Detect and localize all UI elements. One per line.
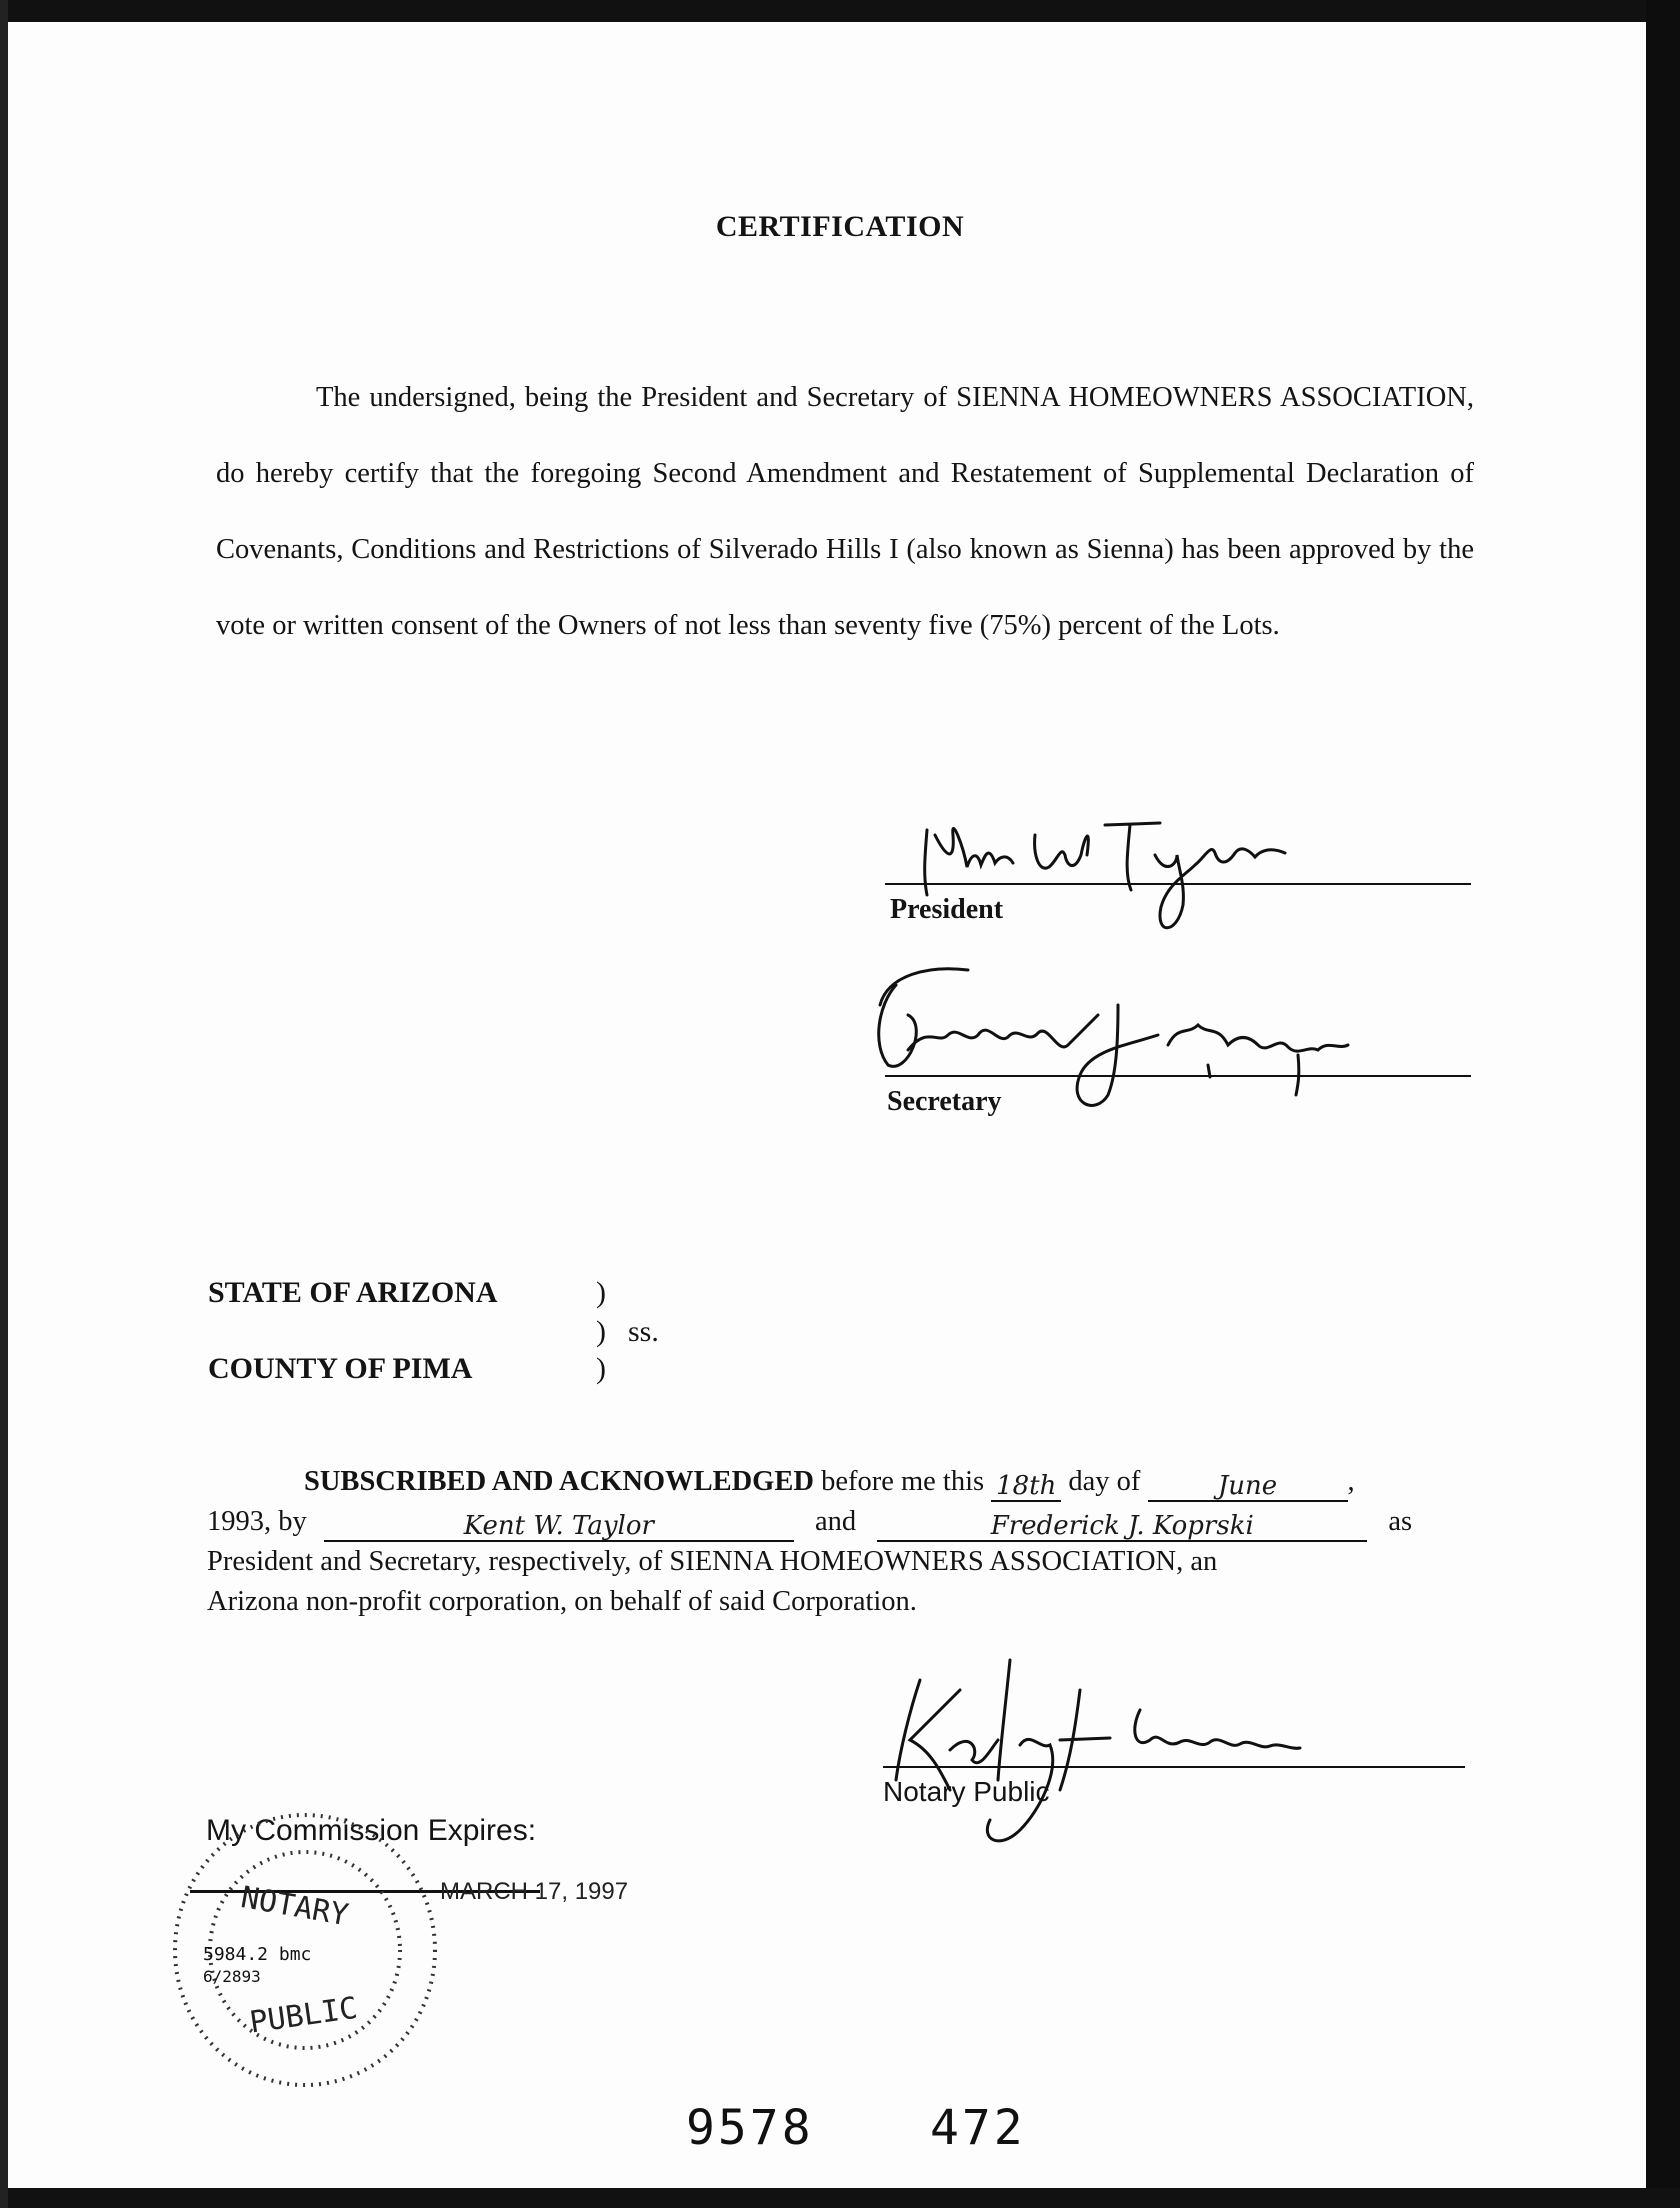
notary-signature	[880, 1650, 1360, 1850]
president-signature-line	[885, 883, 1471, 885]
scan-border-top	[0, 0, 1680, 22]
venue-paren-1: )	[596, 1276, 606, 1309]
notary-signature-line	[883, 1766, 1465, 1768]
seal-top-text: NOTARY	[238, 1880, 352, 1934]
ack-before-me: before me this	[821, 1466, 985, 1497]
venue-state: STATE OF ARIZONA	[208, 1276, 498, 1309]
president-label: President	[890, 894, 1004, 925]
name-2-field: Frederick J. Koprski	[877, 1506, 1367, 1542]
notary-seal	[155, 1800, 455, 2130]
ack-lead: SUBSCRIBED AND ACKNOWLEDGED	[304, 1466, 814, 1497]
acknowledgment-block	[207, 1462, 1469, 1622]
document-title: CERTIFICATION	[715, 210, 965, 243]
seal-note-1: 5984.2 bmc	[203, 1944, 312, 1965]
ack-row-1	[207, 1462, 1469, 1502]
ack-row-4: Arizona non-profit corporation, on behalf of said Corporation.	[207, 1586, 917, 1617]
notary-label: Notary Public	[883, 1776, 1050, 1807]
venue-paren-3: )	[596, 1352, 606, 1385]
venue-ss: ss.	[628, 1315, 659, 1348]
ack-row-2	[207, 1502, 1469, 1542]
commission-date: MARCH 17, 1997	[440, 1878, 629, 1905]
commission-label: My Commission Expires:	[206, 1814, 537, 1847]
scan-border-right	[1646, 0, 1680, 2208]
day-field: 18th	[991, 1466, 1061, 1502]
footer-book-number: 9578	[686, 2100, 814, 2156]
scan-border-left	[0, 0, 8, 2208]
certification-paragraph: The undersigned, being the President and Secretary of SIENNA HOMEOWNERS ASSOCIATION, do hereby certify that the foregoing Second Amendment and Restatement of Supplemental Declaration of Covenants, Conditions and Restrictions of Silverado Hills I (also known as Sienna) has been approved by the vote or written consent of the Owners of not less than seventy five (75%) percent of the Lots.	[216, 382, 1474, 641]
seal-bottom-text: PUBLIC	[247, 1990, 360, 2041]
ack-as: as	[1388, 1506, 1413, 1537]
secretary-label: Secretary	[887, 1086, 1002, 1117]
venue-paren-2: )	[596, 1315, 606, 1348]
scan-border-bottom	[0, 2188, 1680, 2208]
venue-county: COUNTY OF PIMA	[208, 1352, 473, 1385]
ack-day-of: day of	[1068, 1466, 1141, 1497]
secretary-signature-line	[885, 1075, 1471, 1077]
ack-comma: ,	[1347, 1466, 1355, 1497]
ack-row-3: President and Secretary, respectively, of SIENNA HOMEOWNERS ASSOCIATION, an	[207, 1546, 1218, 1577]
ack-and: and	[815, 1506, 857, 1537]
name-1-field: Kent W. Taylor	[324, 1506, 794, 1542]
month-field: June	[1148, 1466, 1348, 1502]
footer-page-number: 472	[930, 2100, 1026, 2156]
seal-note-2: 6/2893	[203, 1967, 261, 1986]
ack-year-by: 1993, by	[207, 1506, 307, 1537]
